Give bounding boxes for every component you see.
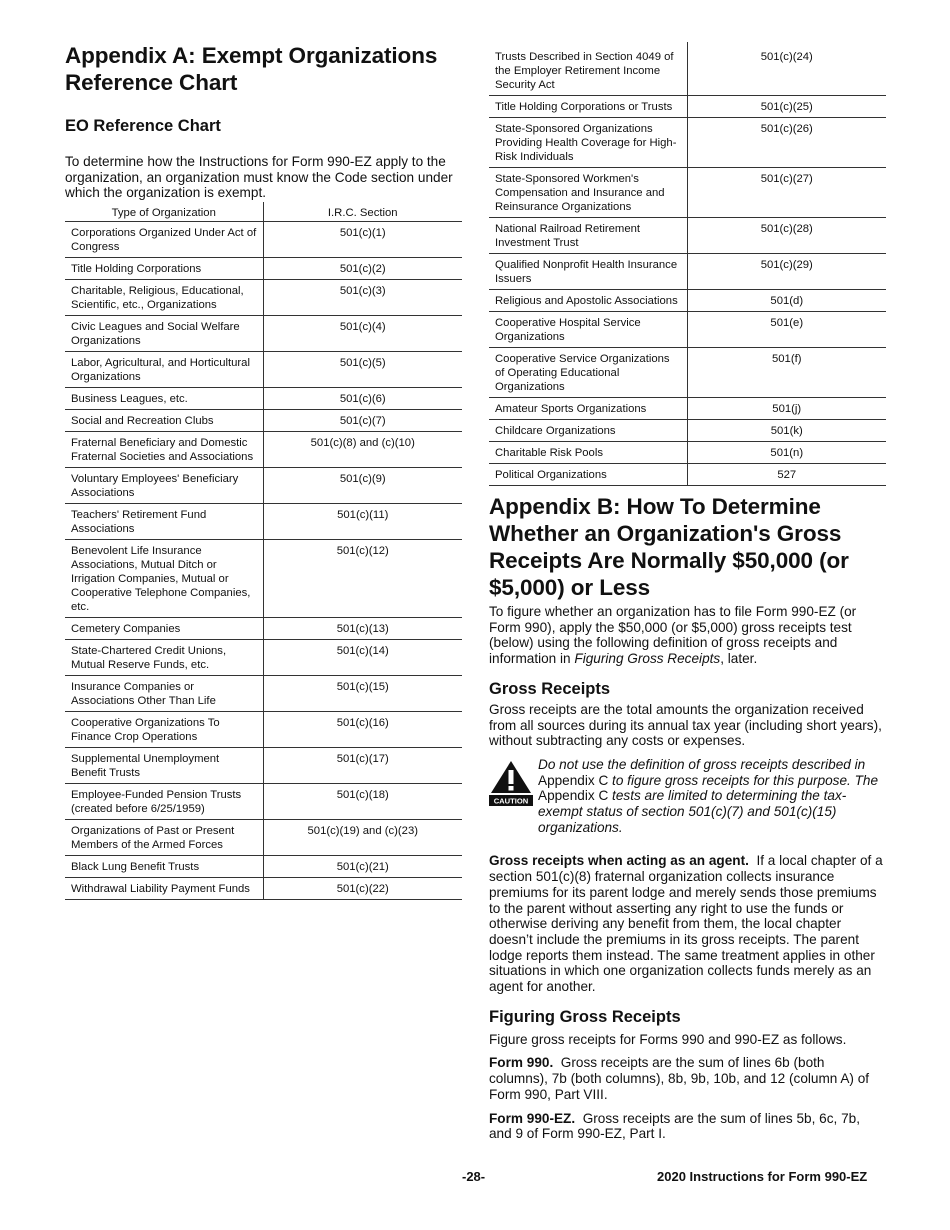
intro-italic-ref: Figuring Gross Receipts [574, 651, 721, 667]
form-990-text: Gross receipts are the sum of lines 6b (both columns), 7b (both columns), 8b, 9b, 10b, and 12 (column A) of Form 990, Part VIII. [489, 1055, 870, 1102]
gross-receipts-heading: Gross Receipts [489, 679, 611, 698]
table-row [65, 432, 462, 468]
irc-section-cell: 501(c)(5) [263, 352, 462, 388]
appendix-a-intro: To determine how the Instructions for Form 990-EZ apply to the organization, an organization must know the Code section under which the organization is exempt. [65, 154, 453, 201]
irc-section-cell: 501(k) [687, 420, 886, 442]
table-row [65, 316, 462, 352]
table-row [65, 504, 462, 540]
table-row [65, 352, 462, 388]
irc-section-cell: 501(c)(11) [263, 504, 462, 540]
organization-type-cell: State-Chartered Credit Unions, Mutual Reserve Funds, etc. [65, 640, 263, 676]
eo-chart-subtitle: EO Reference Chart [65, 117, 221, 135]
organization-type-cell: Charitable Risk Pools [489, 442, 687, 464]
figuring-heading: Figuring Gross Receipts [489, 1007, 681, 1026]
table-row [65, 676, 462, 712]
col-header-type: Type of Organization [65, 202, 263, 222]
irc-section-cell: 501(c)(3) [263, 280, 462, 316]
organization-type-cell: Employee-Funded Pension Trusts (created before 6/25/1959) [65, 784, 263, 820]
organization-type-cell: State-Sponsored Workmen's Compensation and Insurance and Reinsurance Organizations [489, 168, 687, 218]
agent-text: If a local chapter of a section 501(c)(8) fraternal organization collects insurance premiums for its parent lodge and merely sends those premiums to the parent without asserting any right to use the funds or otherwise deriving any benefit from them, the local chapter doesn’t include the premiums in its gross receipts. The parent lodge reports them instead. The same treatment applies in other situations in which one organization collects funds merely as an agent for another. [489, 853, 883, 995]
table-row [489, 42, 886, 96]
organization-type-cell: Labor, Agricultural, and Horticultural Organizations [65, 352, 263, 388]
table-row [65, 388, 462, 410]
irc-section-cell: 501(c)(21) [263, 856, 462, 878]
organization-type-cell: Title Holding Corporations [65, 258, 263, 280]
caution-text-3: tests are limited to determining the tax-exempt status of section 501(c)(7) and 501(c)(15) organizations. [538, 788, 847, 835]
table-row [65, 748, 462, 784]
table-row [65, 468, 462, 504]
eo-reference-table-right [489, 42, 886, 486]
form-990ez-text: Gross receipts are the sum of lines 5b, 6c, 7b, and 9 of Form 990-EZ, Part I. [489, 1110, 860, 1142]
table-row [65, 540, 462, 618]
caution-icon [489, 759, 533, 807]
organization-type-cell: State-Sponsored Organizations Providing Health Coverage for High-Risk Individuals [489, 118, 687, 168]
irc-section-cell: 501(c)(2) [263, 258, 462, 280]
organization-type-cell: Cemetery Companies [65, 618, 263, 640]
irc-section-cell: 501(c)(24) [687, 42, 886, 96]
table-row [65, 712, 462, 748]
appendix-b-intro [489, 604, 886, 667]
irc-section-cell: 501(c)(22) [263, 878, 462, 900]
appendix-a-title: Appendix A: Exempt Organizations Reference Chart [65, 43, 438, 95]
appendix-b-title: Appendix B: How To Determine Whether an Organization's Gross Receipts Are Normally $50,000 (or $5,000) or Less [489, 494, 849, 600]
table-row [65, 640, 462, 676]
irc-section-cell: 501(c)(8) and (c)(10) [263, 432, 462, 468]
organization-type-cell: Fraternal Beneficiary and Domestic Fraternal Societies and Associations [65, 432, 263, 468]
gross-receipts-text: Gross receipts are the total amounts the organization received from all sources during its annual tax year (including short years), without subtracting any costs or expenses. [489, 701, 882, 749]
page-number: -28- [462, 1169, 486, 1184]
irc-section-cell: 501(c)(18) [263, 784, 462, 820]
agent-paragraph [489, 853, 886, 994]
col-header-section: I.R.C. Section [263, 202, 462, 222]
caution-note [489, 757, 886, 836]
table-row [489, 420, 886, 442]
organization-type-cell: Benevolent Life Insurance Associations, Mutual Ditch or Irrigation Companies, Mutual or Cooperative Telephone Companies, etc. [65, 540, 263, 618]
table-row [65, 280, 462, 316]
caution-appendix-c-ref: Appendix C [538, 772, 609, 788]
irc-section-cell: 501(c)(26) [687, 118, 886, 168]
table-row [489, 96, 886, 118]
irc-section-cell: 501(c)(13) [263, 618, 462, 640]
irc-section-cell: 501(c)(12) [263, 540, 462, 618]
caution-text [538, 757, 886, 836]
table-row [65, 820, 462, 856]
organization-type-cell: Charitable, Religious, Educational, Scientific, etc., Organizations [65, 280, 263, 316]
organization-type-cell: Cooperative Organizations To Finance Crop Operations [65, 712, 263, 748]
table-row [489, 312, 886, 348]
organization-type-cell: Trusts Described in Section 4049 of the Employer Retirement Income Security Act [489, 42, 687, 96]
caution-text-1: Do not use the definition of gross receipts described in [538, 756, 866, 772]
organization-type-cell: Title Holding Corporations or Trusts [489, 96, 687, 118]
form-990-paragraph [489, 1055, 886, 1102]
irc-section-cell: 501(c)(4) [263, 316, 462, 352]
table-row [489, 442, 886, 464]
organization-type-cell: Social and Recreation Clubs [65, 410, 263, 432]
left-column [65, 42, 462, 900]
irc-section-cell: 501(c)(9) [263, 468, 462, 504]
table-row [65, 784, 462, 820]
organization-type-cell: Political Organizations [489, 464, 687, 486]
agent-bold-lead: Gross receipts when acting as an agent. [489, 853, 749, 869]
caution-text-2: to figure gross receipts for this purpose. The [608, 772, 879, 788]
irc-section-cell: 501(c)(25) [687, 96, 886, 118]
organization-type-cell: Cooperative Service Organizations of Operating Educational Organizations [489, 348, 687, 398]
footer-doc-title: 2020 Instructions for Form 990-EZ [657, 1169, 868, 1184]
organization-type-cell: Childcare Organizations [489, 420, 687, 442]
organization-type-cell: Business Leagues, etc. [65, 388, 263, 410]
figuring-text: Figure gross receipts for Forms 990 and 990-EZ as follows. [489, 1031, 847, 1047]
table-header-row [65, 202, 462, 222]
organization-type-cell: Corporations Organized Under Act of Congress [65, 222, 263, 258]
irc-section-cell: 501(c)(7) [263, 410, 462, 432]
table-row [489, 218, 886, 254]
irc-section-cell: 501(c)(19) and (c)(23) [263, 820, 462, 856]
irc-section-cell: 501(d) [687, 290, 886, 312]
organization-type-cell: Religious and Apostolic Associations [489, 290, 687, 312]
irc-section-cell: 501(f) [687, 348, 886, 398]
organization-type-cell: Supplemental Unemployment Benefit Trusts [65, 748, 263, 784]
irc-section-cell: 501(c)(28) [687, 218, 886, 254]
organization-type-cell: National Railroad Retirement Investment Trust [489, 218, 687, 254]
irc-section-cell: 501(c)(1) [263, 222, 462, 258]
organization-type-cell: Amateur Sports Organizations [489, 398, 687, 420]
table-row [489, 254, 886, 290]
organization-type-cell: Organizations of Past or Present Members of the Armed Forces [65, 820, 263, 856]
form-990ez-paragraph [489, 1111, 886, 1142]
irc-section-cell: 501(c)(17) [263, 748, 462, 784]
right-column [489, 42, 886, 1142]
organization-type-cell: Voluntary Employees' Beneficiary Associations [65, 468, 263, 504]
caution-label: CAUTION [493, 796, 529, 806]
irc-section-cell: 501(n) [687, 442, 886, 464]
organization-type-cell: Insurance Companies or Associations Other Than Life [65, 676, 263, 712]
intro-text: To figure whether an organization has to file Form 990-EZ (or Form 990), apply the $50,000 (or $5,000) gross receipts test (below) using the following definition of gross receipts and information in [489, 604, 857, 667]
organization-type-cell: Withdrawal Liability Payment Funds [65, 878, 263, 900]
irc-section-cell: 501(c)(16) [263, 712, 462, 748]
table-row [65, 878, 462, 900]
table-row [489, 464, 886, 486]
table-row [65, 410, 462, 432]
organization-type-cell: Civic Leagues and Social Welfare Organizations [65, 316, 263, 352]
irc-section-cell: 501(c)(27) [687, 168, 886, 218]
caution-appendix-c-ref-2: Appendix C [538, 788, 609, 804]
irc-section-cell: 501(c)(14) [263, 640, 462, 676]
table-row [489, 290, 886, 312]
irc-section-cell: 527 [687, 464, 886, 486]
irc-section-cell: 501(j) [687, 398, 886, 420]
organization-type-cell: Cooperative Hospital Service Organizations [489, 312, 687, 348]
form-990ez-bold-lead: Form 990-EZ. [489, 1110, 576, 1126]
table-row [65, 856, 462, 878]
table-row [489, 168, 886, 218]
table-row [489, 118, 886, 168]
form-990-bold-lead: Form 990. [489, 1055, 554, 1071]
irc-section-cell: 501(c)(6) [263, 388, 462, 410]
table-row [65, 258, 462, 280]
intro-text-end: , later. [720, 651, 758, 667]
table-row [489, 398, 886, 420]
irc-section-cell: 501(c)(15) [263, 676, 462, 712]
table-row [489, 348, 886, 398]
irc-section-cell: 501(c)(29) [687, 254, 886, 290]
organization-type-cell: Black Lung Benefit Trusts [65, 856, 263, 878]
table-row [65, 618, 462, 640]
table-row [65, 222, 462, 258]
eo-reference-table-left [65, 202, 462, 900]
irc-section-cell: 501(e) [687, 312, 886, 348]
organization-type-cell: Teachers' Retirement Fund Associations [65, 504, 263, 540]
organization-type-cell: Qualified Nonprofit Health Insurance Issuers [489, 254, 687, 290]
